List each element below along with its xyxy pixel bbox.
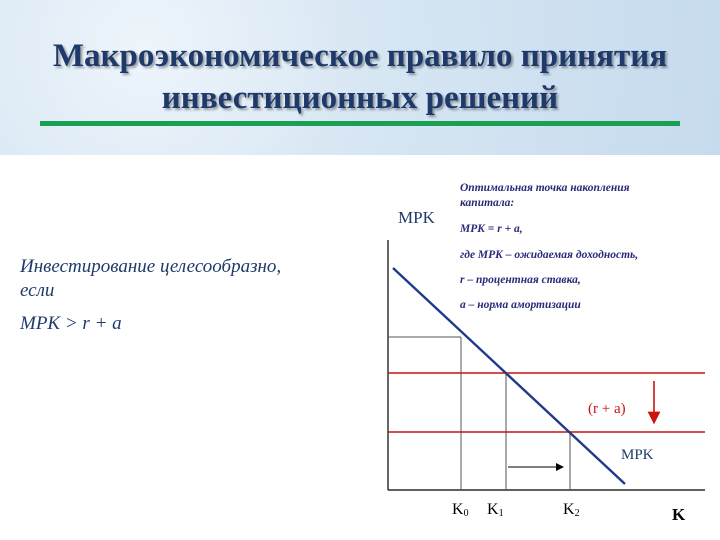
rate-label: (r + a) [588,401,626,417]
note-heading-1: Оптимальная точка накопления [460,182,630,194]
note-formula: MPK = r + a, [460,223,523,235]
note-a-def: a – норма амортизации [460,299,581,311]
left-text-line-1: Инвестирование целесообразно, [20,256,282,277]
left-text-line-2: если [20,280,55,301]
mpk-curve-label: MPK [621,447,654,463]
investment-condition: MPK > r + a [20,313,122,334]
k0-label: K0 [452,501,469,519]
note-r-def: r – процентная ставка, [460,274,581,286]
note-heading-2: капитала: [460,197,515,209]
title-line-2: инвестиционных решений [161,80,559,116]
y-axis-label: MPK [398,208,435,227]
x-axis-label: K [672,505,686,524]
k1-label: K1 [487,501,504,519]
note-where: где MPK – ожидаемая доходность, [460,249,639,261]
mpk-curve [393,268,625,484]
k2-label: K2 [563,501,580,519]
title-line-1: Макроэкономическое правило принятия [52,38,668,74]
